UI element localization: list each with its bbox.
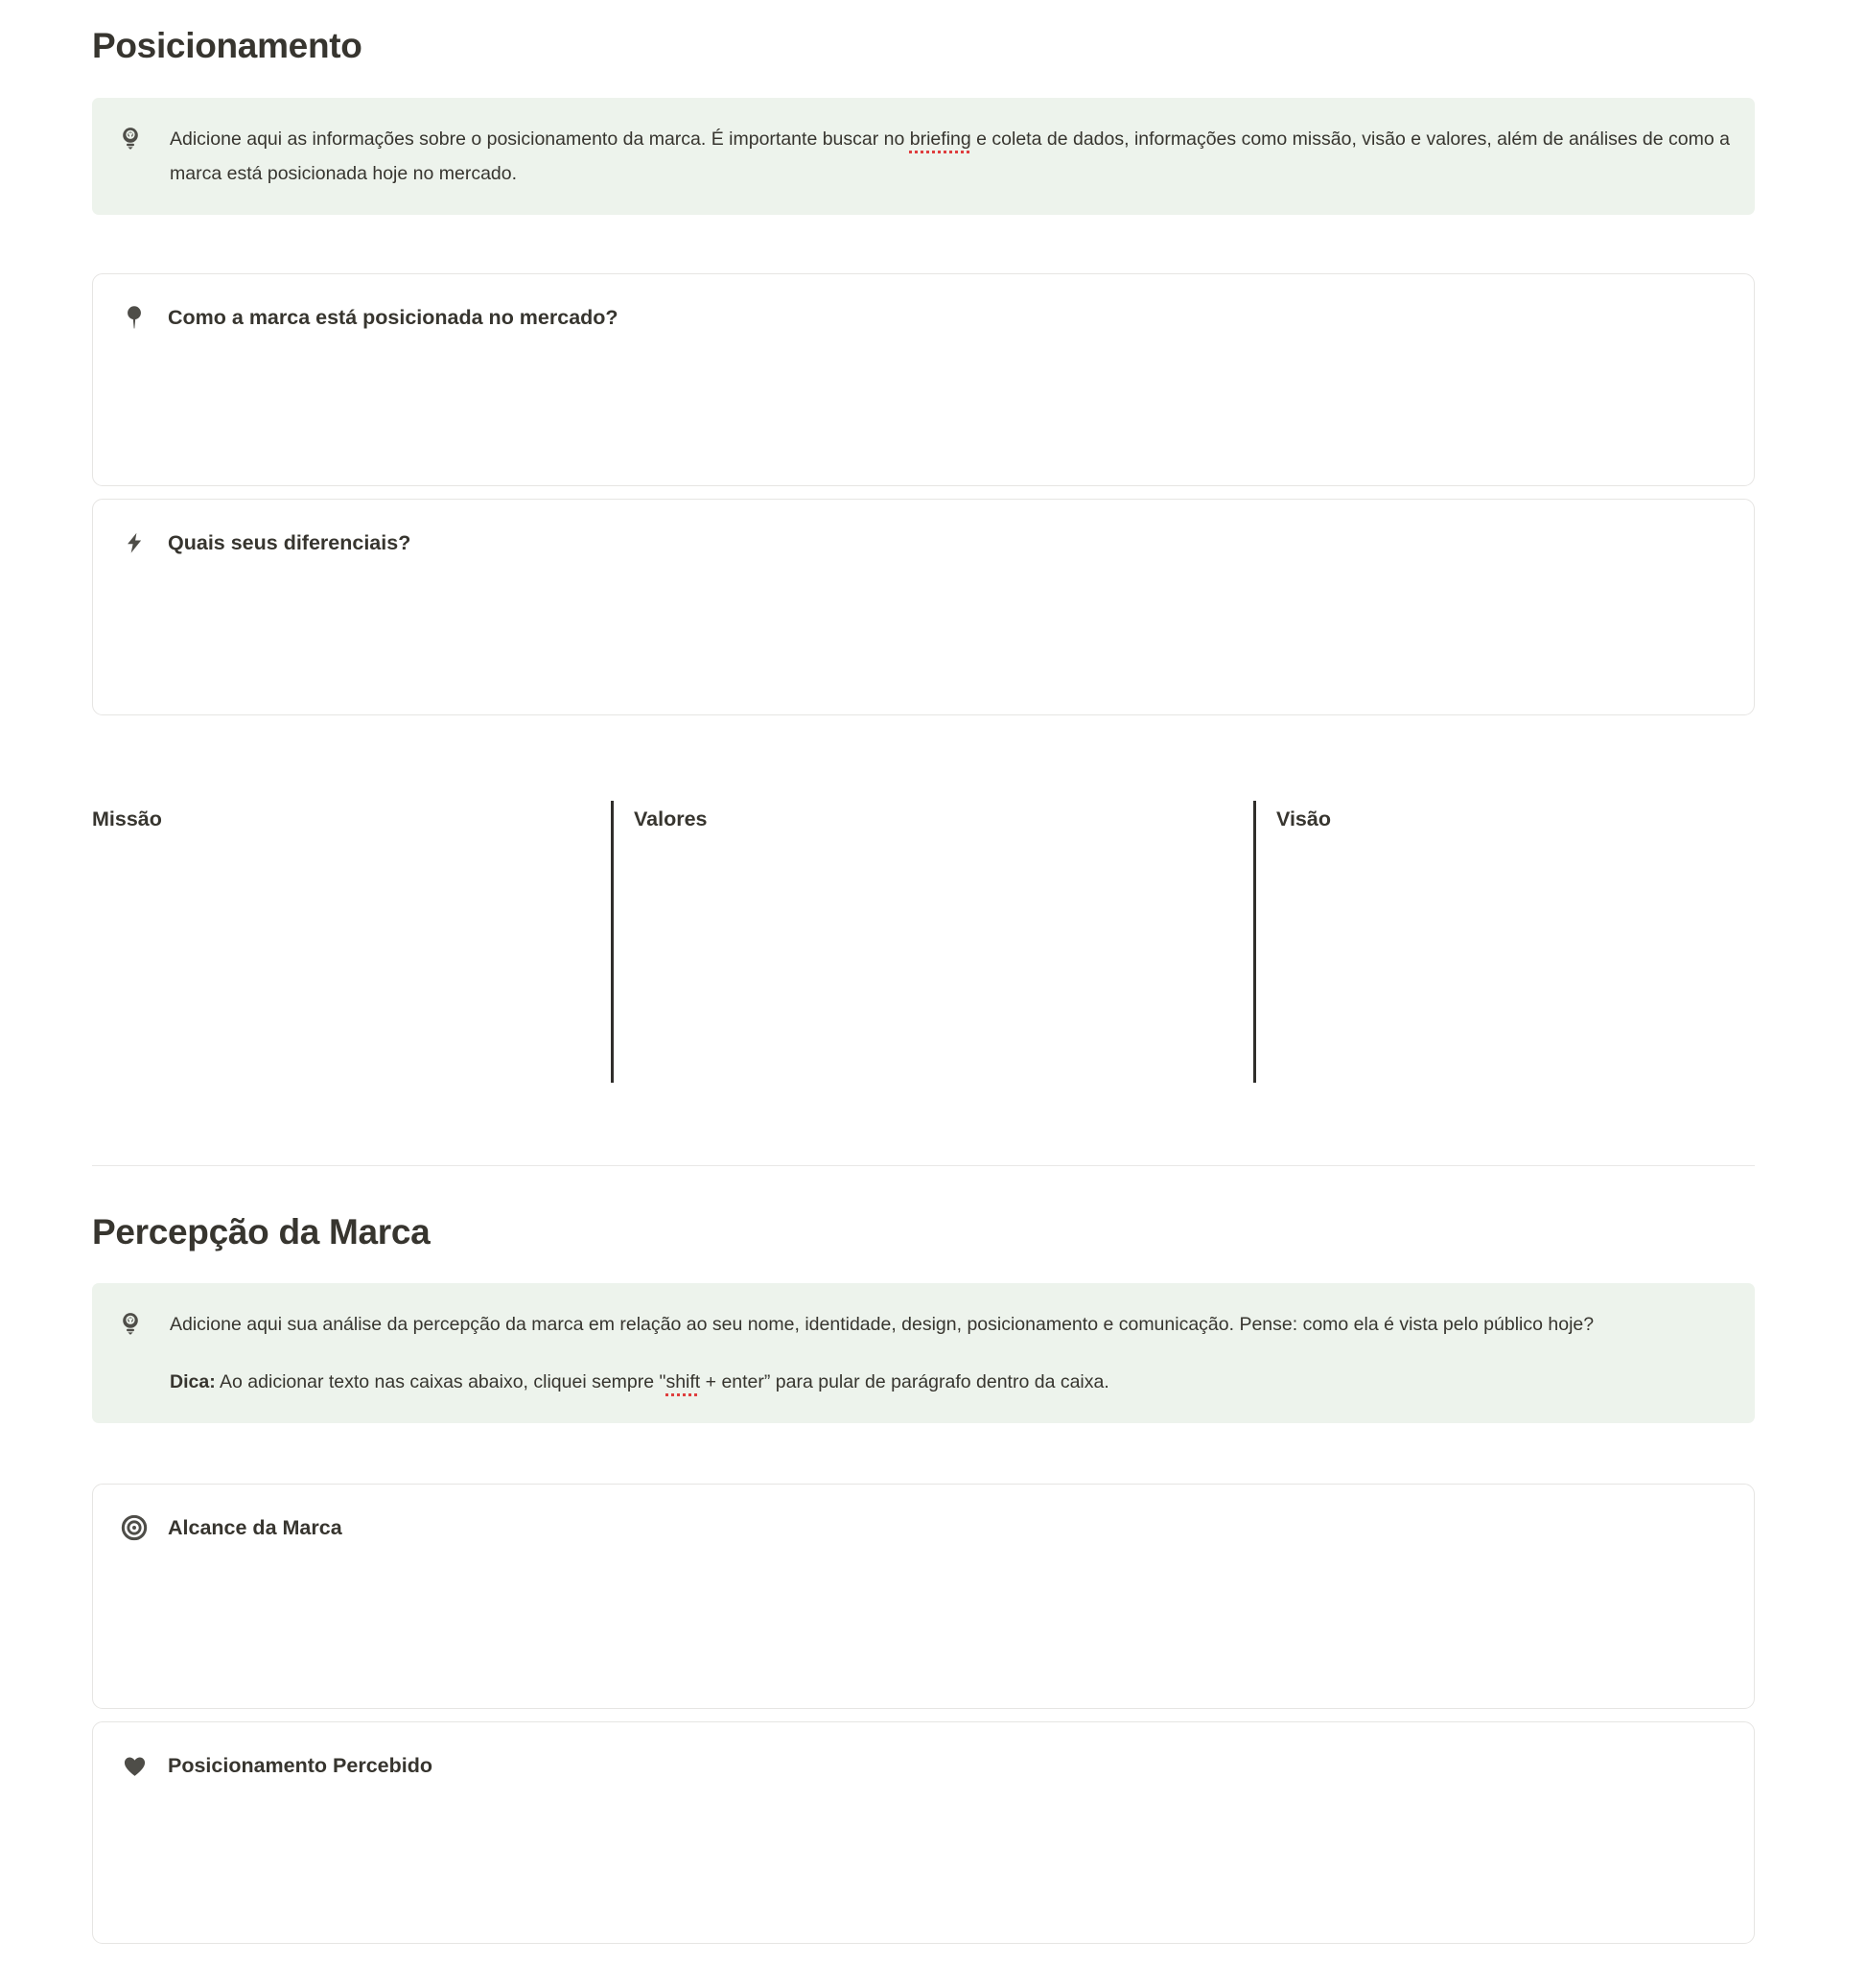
question-title: Como a marca está posicionada no mercado? xyxy=(168,305,618,329)
callout-paragraph-2 xyxy=(170,1365,1730,1399)
page-title-percepcao-da-marca: Percepção da Marca xyxy=(92,1211,431,1251)
question-box-alcance-da-marca[interactable] xyxy=(92,1484,1755,1709)
heart-icon xyxy=(121,1753,148,1779)
column-body-missao[interactable] xyxy=(92,832,611,1053)
callout-text xyxy=(170,122,1730,191)
page-title-posicionamento: Posicionamento xyxy=(92,26,362,65)
callout-text xyxy=(170,1307,1730,1399)
mission-values-vision-columns xyxy=(92,801,1755,1083)
column-body-valores[interactable] xyxy=(634,832,1253,1053)
dica-text-before: Ao adicionar texto nas caixas abaixo, cliquei sempre " xyxy=(215,1371,666,1393)
column-body-visao[interactable] xyxy=(1276,832,1755,1053)
question-box-posicionamento-mercado[interactable] xyxy=(92,273,1755,486)
lightning-icon xyxy=(121,530,148,555)
callout-paragraph-1: Adicione aqui sua análise da percepção da marca em relação ao seu nome, identidade, design, posicionamento e comunicação. Pense: como ela é vista pelo público hoje? xyxy=(170,1314,1595,1336)
callout-percepcao xyxy=(92,1283,1755,1423)
pushpin-icon xyxy=(121,305,148,330)
target-icon xyxy=(121,1514,148,1541)
column-visao xyxy=(1253,801,1755,1083)
column-title-visao: Visão xyxy=(1276,807,1331,830)
section-divider xyxy=(92,1165,1755,1166)
question-box-posicionamento-percebido[interactable] xyxy=(92,1721,1755,1944)
callout-posicionamento xyxy=(92,98,1755,215)
callout-text-after: e coleta de dados, informações como missão, visão e valores, além de análises de como a marca está posicionada hoje no mercado. xyxy=(170,128,1730,184)
lightbulb-icon xyxy=(118,1307,143,1399)
column-title-valores: Valores xyxy=(634,807,708,830)
column-missao xyxy=(92,801,611,1083)
column-valores xyxy=(611,801,1253,1083)
question-box-diferenciais[interactable] xyxy=(92,499,1755,715)
dica-text-after: + enter” para pular de parágrafo dentro da caixa. xyxy=(700,1371,1109,1393)
question-title: Quais seus diferenciais? xyxy=(168,530,411,554)
question-title: Alcance da Marca xyxy=(168,1516,342,1540)
dica-label: Dica: xyxy=(170,1371,216,1393)
misspelled-word-briefing: briefing xyxy=(909,128,971,150)
lightbulb-icon xyxy=(118,122,143,191)
misspelled-word-shift: shift xyxy=(665,1371,701,1393)
question-title: Posicionamento Percebido xyxy=(168,1754,432,1778)
column-title-missao: Missão xyxy=(92,807,162,830)
callout-text-before: Adicione aqui as informações sobre o posicionamento da marca. É importante buscar no xyxy=(170,128,910,150)
